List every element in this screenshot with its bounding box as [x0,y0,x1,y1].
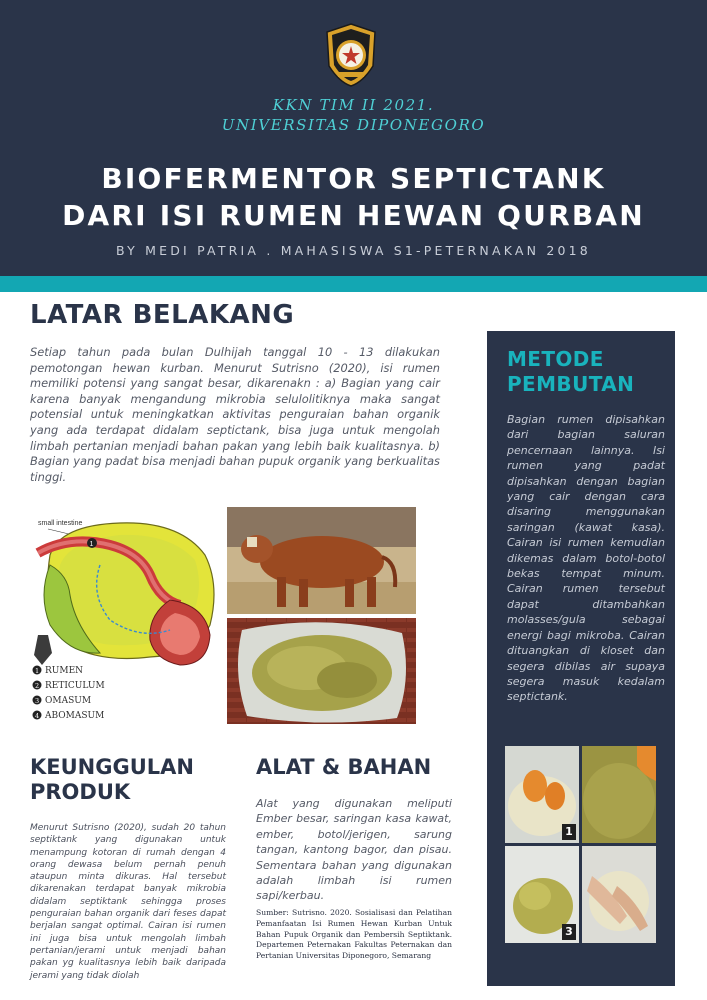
title-line-1: BIOFERMENTOR SEPTICTANK [101,162,606,195]
latar-belakang-text: Setiap tahun pada bulan Dulhijah tanggal 10 - 13 dilakukan pemotongan hewan kurban. Menurut Sutrisno (2020), isi rumen memiliki potensi yang sangat besar, dikarenakn : a) Bagian yang cair karena banyak mengandung mikrobia selulolitiknya maka sangat potensial untuk meningkatkan aktivitas penguraian bahan organik yang ada terdapat didalam septictank, bisa juga untuk mengolah limbah pertanian menjadi bahan pakan yang lebih baik kualitasnya. b) Bagian yang padat bisa menjadi bahan pupuk organik yang berkualitas tinggi. [30,345,440,484]
cow-photo [227,507,416,614]
legend-abomasum: ABOMASUM [45,711,105,721]
metode-heading: METODE PEMBUTAN [507,347,635,396]
legend-omasum: OMASUM [45,696,92,706]
step-number-3: 3 [562,924,576,940]
step-number-1: 1 [562,824,576,840]
svg-text:2: 2 [35,682,40,690]
step-photo-1 [505,746,579,843]
page-title [0,160,707,234]
diagram-intestine-label: small intestine [38,520,83,527]
latar-belakang-heading: LATAR BELAKANG [30,300,295,330]
author-byline: BY MEDI PATRIA . MAHASISWA S1-PETERNAKAN 2018 [116,243,591,258]
svg-text:1: 1 [89,541,94,548]
header-accent-stripe [0,276,707,292]
title-line-2: DARI ISI RUMEN HEWAN QURBAN [62,199,645,232]
university-label: UNIVERSITAS DIPONEGORO [221,116,486,134]
source-citation: Sumber: Sutrisno. 2020. Sosialisasi dan Pelatihan Pemanfaatan Isi Rumen Hewan Kurban Untuk Bahan Pupuk Organik dan Pembersih Septiktank. Departemen Peternakan Fakultas Peternakan dan Pertanian Universitas Diponegoro, Semarang [256,908,452,961]
step-photo-2 [582,746,656,843]
metode-text: Bagian rumen dipisahkan dari bagian saluran pencernaan lainnya. Isi rumen yang padat dipisahkan dengan bagian yang cair dengan cara disaring menggunakan saringan (kawat kasa). Cairan isi rumen kemudian dikemas dalam botol-botol bekas tempat minum. Cairan rumen tersebut dapat ditambahkan molasses/gula sebagai energi bagi mikroba. Cairan dituangkan di kloset dan segera dibilas air supaya segera masuk kedalam septictank. [507,413,665,704]
svg-text:3: 3 [35,697,40,705]
keunggulan-text: Menurut Sutrisno (2020), sudah 20 tahun septiktank yang digunakan untuk menampung kotoran di rumah dengan 4 orang dewasa belum pernah penuh ataupun minta dikuras. Hal tersebut dikarenakan terdapat banyak mikrobia didalam septiktank sehingga proses penguraian bahan organik dari feses dapat berjalan sangat optimal. Cairan isi rumen ini juga bisa untuk mengolah limbah pertanian/jerami untuk menjadi bahan pakan yg kualitasnya lebih baik daripada jerami yang tidak diolah [30,823,226,981]
stomach-diagram [30,505,225,725]
rumen-content-photo [227,618,416,724]
step-photo-3 [505,846,579,943]
legend-reticulum: RETICULUM [45,681,105,691]
step-photo-4 [582,846,656,943]
legend-rumen: RUMEN [45,666,84,676]
keunggulan-heading: KEUNGGULAN PRODUK [30,755,194,804]
program-subtitle [0,95,707,135]
program-label: KKN TIM II 2021. [272,96,435,114]
svg-text:1: 1 [35,667,40,675]
alat-bahan-heading: ALAT & BAHAN [256,755,432,779]
svg-text:4: 4 [35,712,40,720]
university-logo [323,22,379,88]
alat-bahan-text: Alat yang digunakan meliputi Ember besar, saringan kasa kawat, ember, botol/jerigen, sarung tangan, kantong bagor, dan pisau. Sementara bahan yang digunakan adalah limbah isi rumen sapi/kerbau. [256,797,452,903]
